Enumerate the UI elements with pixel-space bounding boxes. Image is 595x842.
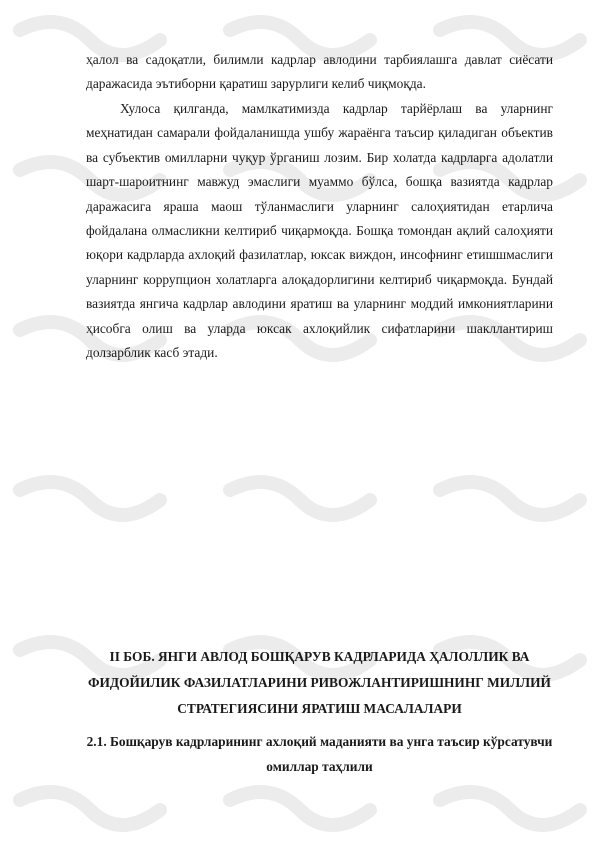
chapter-title: II БОБ. ЯНГИ АВЛОД БОШҚАРУВ КАДРЛАРИДА ҲАЛОЛЛИК ВА ФИДОЙИЛИК ФАЗИЛАТЛАРИНИ РИВОЖЛАНТИРИШНИНГ МИЛЛИЙ СТРАТЕГИЯСИНИ ЯРАТИШ МАСАЛАЛАРИ	[88, 649, 551, 716]
paragraph-conclusion: Хулоса қилганда, мамлкатимизда кадрлар тарйёрлаш ва уларнинг меҳнатидан самарали фойдаланишда ушбу жараёнга таъсир қиладиган объектив ва субъектив омилларни чуқур ўрганиш лозим. Бир холатда кадрларга адолатли шарт-шароитнинг мавжуд эмаслиги муаммо бўлса, бошқа вазиятда кадрлар даражасига яраша маош тўланмаслиги уларнинг салоҳиятидан етарлича фойдалана олмасликни келтириб чиқармоқда. Бошқа томондан ақлий салоҳияти юқори кадрларда ахлоқий фазилатлар, юксак виждон, инсофнинг етишшмаслиги уларнинг коррупцион холатларга алоқадорлигини келтириб чиқармоқда. Бундай вазиятда янгича кадрлар авлодини яратиш ва уларнинг моддий имкониятларини ҳисобга олиш ва уларда юксак ахлоқийлик сифатларини шакллантириш долзарблик касб этади.	[86, 101, 553, 361]
section-title: 2.1. Бошқарув кадрларининг ахлоқий маданияти ва унга таъсир кўрсатувчи омиллар таҳлили	[86, 734, 553, 774]
paragraph-continuation: ҳалол ва садоқатли, билимли кадрлар авлодини тарбиялашга давлат сиёсати даражасида эътиборни қаратиш зарурлиги келиб чиқмоқда.	[86, 52, 553, 92]
